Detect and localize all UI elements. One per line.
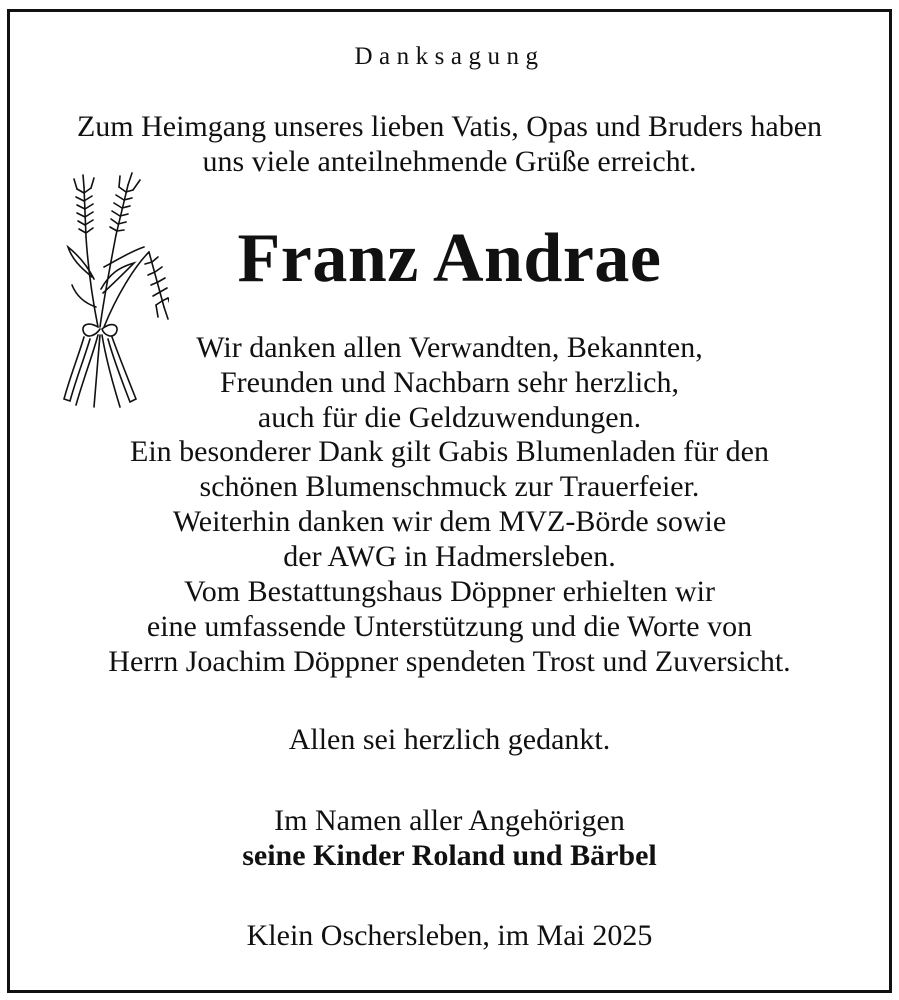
body-line-5: schönen Blumenschmuck zur Trauerfeier. [199, 470, 700, 503]
body-line-8: Vom Bestattungshaus Döppner erhielten wir [183, 575, 716, 608]
body-line-9: eine umfassende Unterstützung und die Worte von [146, 610, 753, 643]
body-line-4: Ein besonderer Dank gilt Gabis Blumenladen für den [130, 435, 769, 468]
signature-intro: Im Namen aller Angehörigen [274, 804, 625, 837]
deceased-name: Franz Andrae [237, 220, 662, 297]
signature: seine Kinder Roland und Bärbel [242, 839, 657, 872]
thanks-line: Allen sei herzlich gedankt. [288, 723, 611, 756]
body-line-10: Herrn Joachim Döppner spendeten Trost und Zuversicht. [108, 645, 791, 678]
body-line-1: Wir danken allen Verwandten, Bekannten, [196, 331, 703, 364]
obituary-notice [7, 9, 892, 993]
body-line-3: auch für die Geldzuwendungen. [257, 401, 642, 434]
intro-line-2: uns viele anteilnehmende Grüße erreicht. [202, 145, 697, 178]
body-line-2: Freunden und Nachbarn sehr herzlich, [220, 366, 679, 399]
intro-line-1: Zum Heimgang unseres lieben Vatis, Opas und Bruders haben [76, 110, 823, 143]
body-line-7: der AWG in Hadmersleben. [283, 540, 616, 573]
body-line-6: Weiterhin danken wir dem MVZ-Börde sowie [172, 505, 727, 538]
place-date: Klein Oschersleben, im Mai 2025 [246, 919, 653, 952]
heading: Danksagung [354, 43, 545, 70]
